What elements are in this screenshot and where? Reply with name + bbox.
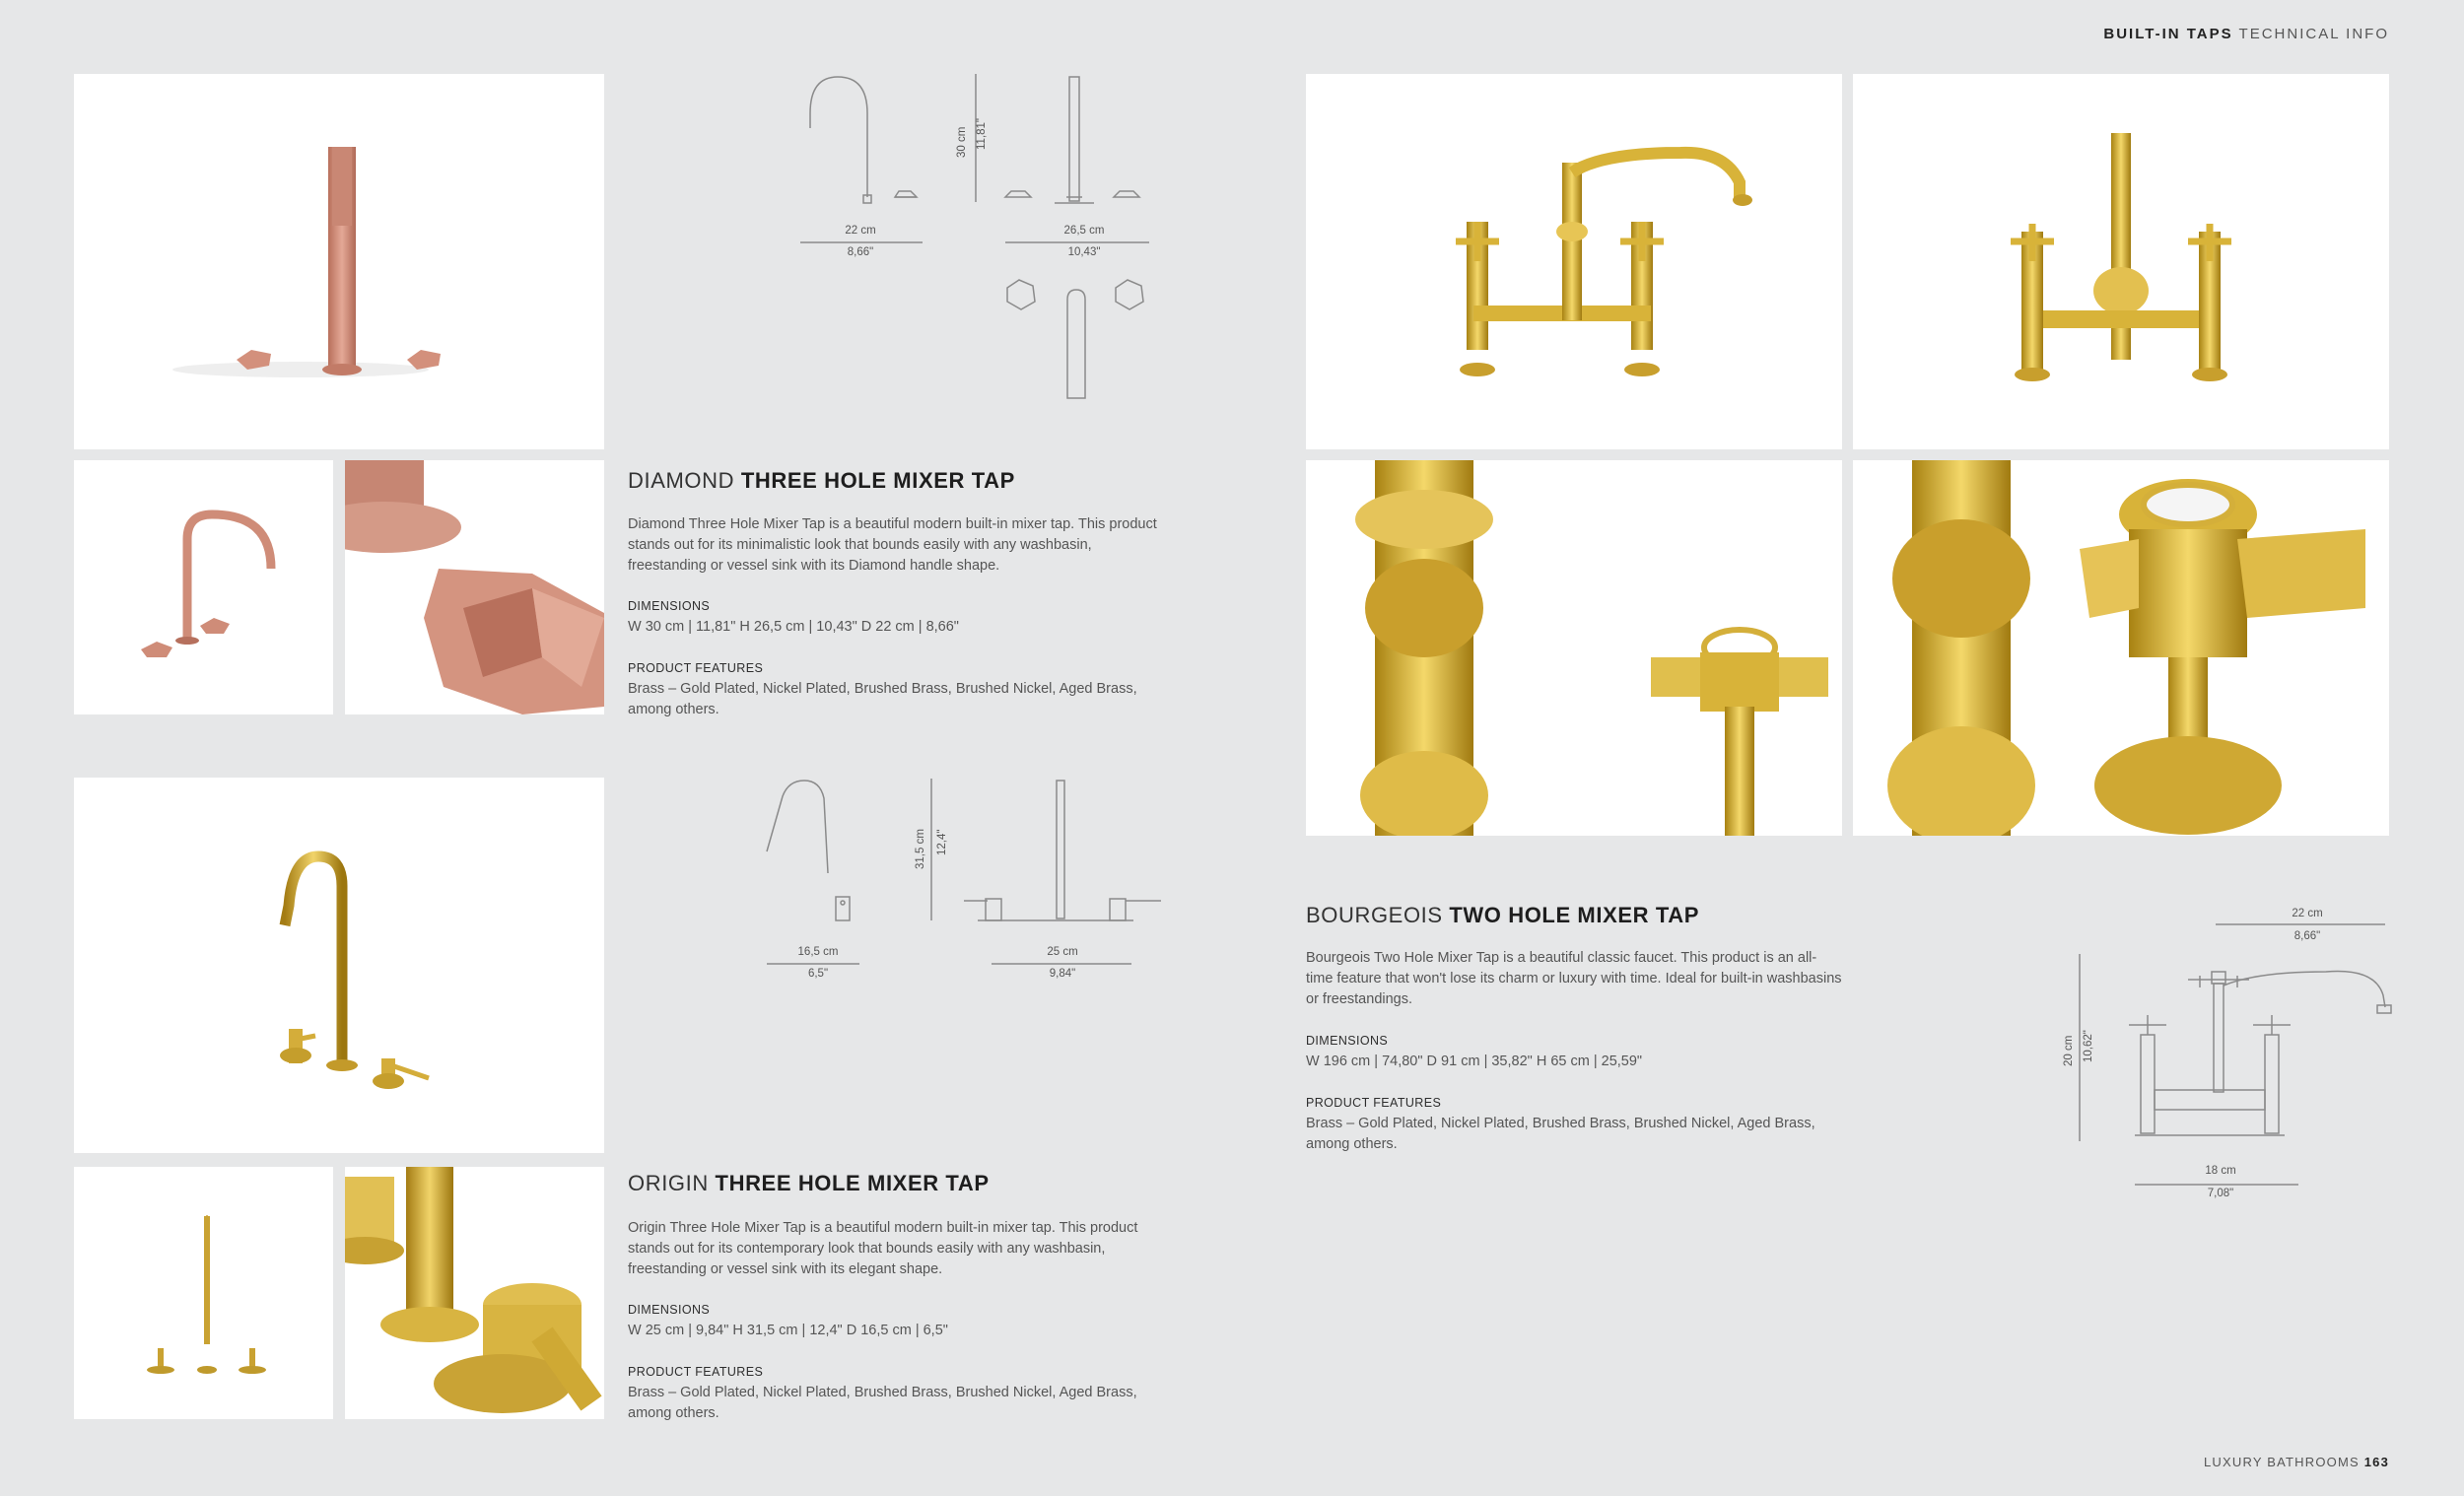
origin-description: Origin Three Hole Mixer Tap is a beautiful modern built-in mixer tap. This product stands out for its contemporary look that bounds easily with any washbasin, freestanding or vessel sink with its elegant shape. (628, 1220, 1138, 1277)
bourgeois-bottom-cm: 18 cm (2205, 1165, 2236, 1177)
diamond-depth-cm: 22 cm (845, 225, 876, 237)
diamond-side-photo (74, 460, 333, 714)
origin-height-cm: 31,5 cm (915, 829, 926, 869)
bourgeois-top-in: 8,66" (2293, 930, 2321, 942)
diamond-title-bold: THREE HOLE MIXER TAP (740, 468, 1015, 493)
origin-features: Brass – Gold Plated, Nickel Plated, Brushed Brass, Brushed Nickel, Aged Brass, among others. (628, 1385, 1137, 1421)
origin-title-bold: THREE HOLE MIXER TAP (715, 1171, 990, 1195)
origin-dimensions: W 25 cm | 9,84" H 31,5 cm | 12,4" D 16,5 cm | 6,5" (628, 1323, 948, 1338)
diamond-depth-in: 8,66" (847, 246, 874, 258)
origin-features-label: PRODUCT FEATURES (628, 1365, 764, 1379)
diamond-features: Brass – Gold Plated, Nickel Plated, Brushed Brass, Brushed Nickel, Aged Brass, among others. (628, 681, 1137, 717)
bourgeois-height-cm: 20 cm (2063, 1035, 2075, 1066)
diamond-height-in: 11,81" (976, 117, 988, 150)
bourgeois-dimensions-label: DIMENSIONS (1306, 1034, 1389, 1048)
bourgeois-handle-detail-photo (1853, 460, 2389, 836)
origin-depth-cm: 16,5 cm (797, 946, 839, 958)
diamond-features-label: PRODUCT FEATURES (628, 661, 764, 675)
bourgeois-dimensions: W 196 cm | 74,80" D 91 cm | 35,82" H 65 cm | 25,59" (1306, 1054, 1643, 1069)
bourgeois-body-detail-photo (1306, 460, 1842, 836)
origin-side-photo (74, 1167, 333, 1419)
bourgeois-technical-drawing (2070, 917, 2395, 1192)
origin-handle-detail-photo (345, 1167, 604, 1419)
bourgeois-title-bold: TWO HOLE MIXER TAP (1449, 903, 1699, 927)
diamond-main-photo (74, 74, 604, 449)
bourgeois-title-light: BOURGEOIS (1306, 903, 1443, 927)
page-footer (2204, 1455, 2389, 1469)
diamond-title (628, 468, 1015, 494)
diamond-width-cm: 26,5 cm (1063, 225, 1105, 237)
section-name: BUILT-IN TAPS (2103, 26, 2233, 42)
footer-book: LUXURY BATHROOMS (2203, 1455, 2360, 1469)
origin-height-in: 12,4" (936, 829, 948, 855)
diamond-handle-detail-photo (345, 460, 604, 714)
page-number: 163 (2363, 1455, 2389, 1469)
origin-main-photo (74, 778, 604, 1153)
bourgeois-features: Brass – Gold Plated, Nickel Plated, Brushed Brass, Brushed Nickel, Aged Brass, among others. (1306, 1116, 1815, 1152)
diamond-height-cm: 30 cm (956, 126, 968, 158)
origin-technical-drawing (759, 775, 1173, 991)
origin-dimensions-label: DIMENSIONS (628, 1303, 711, 1317)
diamond-dimensions-label: DIMENSIONS (628, 599, 711, 613)
section-subtitle: TECHNICAL INFO (2238, 26, 2389, 42)
origin-width-in: 9,84" (1049, 968, 1076, 980)
section-header (2103, 26, 2389, 42)
origin-title (628, 1171, 990, 1196)
origin-title-light: ORIGIN (628, 1171, 709, 1195)
diamond-dimensions: W 30 cm | 11,81" H 26,5 cm | 10,43" D 22 cm | 8,66" (628, 619, 959, 635)
bourgeois-height-in: 10,62" (2083, 1030, 2094, 1062)
diamond-title-light: DIAMOND (628, 468, 735, 493)
bourgeois-bottom-in: 7,08" (2207, 1188, 2234, 1199)
bourgeois-top-cm: 22 cm (2292, 908, 2323, 919)
diamond-description: Diamond Three Hole Mixer Tap is a beautiful modern built-in mixer tap. This product stands out for its minimalistic look that bounds easily with any washbasin, freestanding or vessel sink with its Diamond handle shape. (628, 516, 1157, 574)
bourgeois-back-photo (1853, 74, 2389, 449)
origin-depth-in: 6,5" (807, 968, 829, 980)
origin-width-cm: 25 cm (1047, 946, 1078, 958)
bourgeois-features-label: PRODUCT FEATURES (1306, 1096, 1442, 1110)
bourgeois-description: Bourgeois Two Hole Mixer Tap is a beautiful classic faucet. This product is an all-time feature that won't lose its charm or luxury with time. Ideal for built-in washbasins or freestandings. (1306, 950, 1842, 1007)
diamond-width-in: 10,43" (1067, 246, 1101, 258)
bourgeois-title (1306, 903, 1699, 928)
bourgeois-front-photo (1306, 74, 1842, 449)
